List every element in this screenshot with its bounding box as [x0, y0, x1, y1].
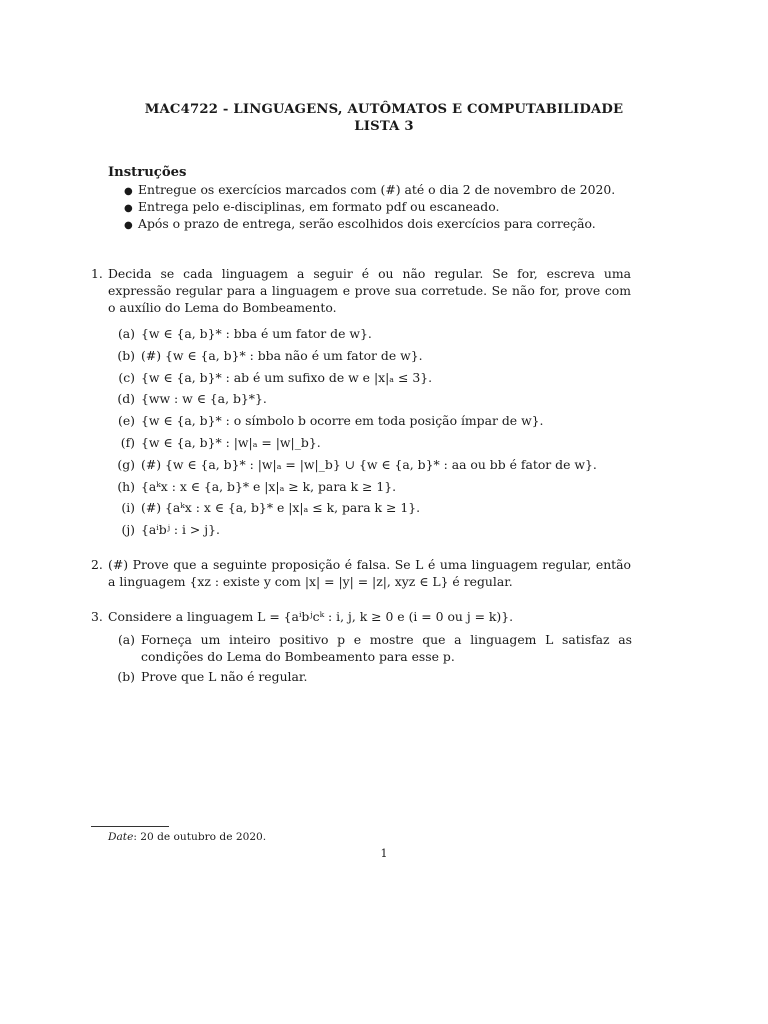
list-item: (j) {aⁱbʲ : i > j}.: [121, 522, 220, 538]
instruction-item: ● Após o prazo de entrega, serão escolhidos dois exercícios para correção.: [124, 215, 615, 232]
document-title: MAC4722 - LINGUAGENS, AUTÔMATOS E COMPUTABILIDADE: [144, 102, 624, 117]
question-number: 3.: [91, 609, 103, 624]
question-1: [91, 265, 631, 316]
footnote: Date: 20 de outubro de 2020.: [108, 831, 267, 843]
instruction-item: ● Entrega pelo e-disciplinas, em formato pdf ou escaneado.: [124, 198, 615, 215]
list-item: (c) {w ∈ {a, b}* : ab é um sufixo de w e |x|ₐ ≤ 3}.: [118, 369, 433, 385]
bullet-icon: ●: [124, 186, 133, 197]
question-text: Considere a linguagem L = {aⁱbʲcᵏ : i, j, k ≥ 0 e (i = 0 ou j = k)}.: [108, 609, 514, 624]
list-item: (e) {w ∈ {a, b}* : o símbolo b ocorre em toda posição ímpar de w}.: [117, 413, 544, 429]
list-item: (f) {w ∈ {a, b}* : |w|ₐ = |w|_b}.: [120, 434, 321, 450]
footnote-divider: [91, 826, 169, 827]
question-text: Decida se cada linguagem a seguir é ou não regular. Se for, escreva uma expressão regular para a linguagem e prove sua corretude. Se não for, prove com o auxílio do Lema do Bombeamento.: [108, 266, 631, 315]
list-item: (h) {aᵏx : x ∈ {a, b}* e |x|ₐ ≥ k, para k ≥ 1}.: [117, 478, 397, 494]
question-number: 1.: [91, 266, 103, 281]
question-2: [91, 556, 631, 590]
question-text: (#) Prove que a seguinte proposição é falsa. Se L é uma linguagem regular, então a linguagem {xz : existe y com |x| = |y| = |z|, xyz ∈ L} é regular.: [108, 557, 631, 589]
question-3: [91, 608, 631, 625]
list-item: (b) (#) {w ∈ {a, b}* : bba não é um fator de w}.: [117, 347, 423, 363]
question-3-item-a: (a) Forneça um inteiro positivo p e mostre que a linguagem L satisfaz as condições do Lema do Bombeamento para esse p.: [117, 632, 632, 664]
question-1-items: [108, 325, 597, 543]
document-subtitle: LISTA 3: [354, 119, 414, 134]
instruction-item: ● Entregue os exercícios marcados com (#) até o dia 2 de novembro de 2020.: [124, 181, 615, 198]
list-item: (i) (#) {aᵏx : x ∈ {a, b}* e |x|ₐ ≤ k, para k ≥ 1}.: [121, 500, 421, 516]
list-item: (a) {w ∈ {a, b}* : bba é um fator de w}.: [117, 326, 372, 341]
page-number: 1: [380, 847, 388, 860]
list-item: (g) (#) {w ∈ {a, b}* : |w|ₐ = |w|_b} ∪ {w ∈ {a, b}* : aa ou bb é fator de w}.: [117, 456, 597, 472]
list-item: (d) {ww : w ∈ {a, b}*}.: [117, 391, 267, 407]
instructions-heading: Instruções: [108, 165, 187, 180]
question-number: 2.: [91, 557, 103, 572]
instructions-list: [124, 181, 615, 232]
bullet-icon: ●: [124, 203, 133, 214]
bullet-icon: ●: [124, 220, 133, 231]
question-3-item-b: (b) Prove que L não é regular.: [117, 669, 308, 684]
